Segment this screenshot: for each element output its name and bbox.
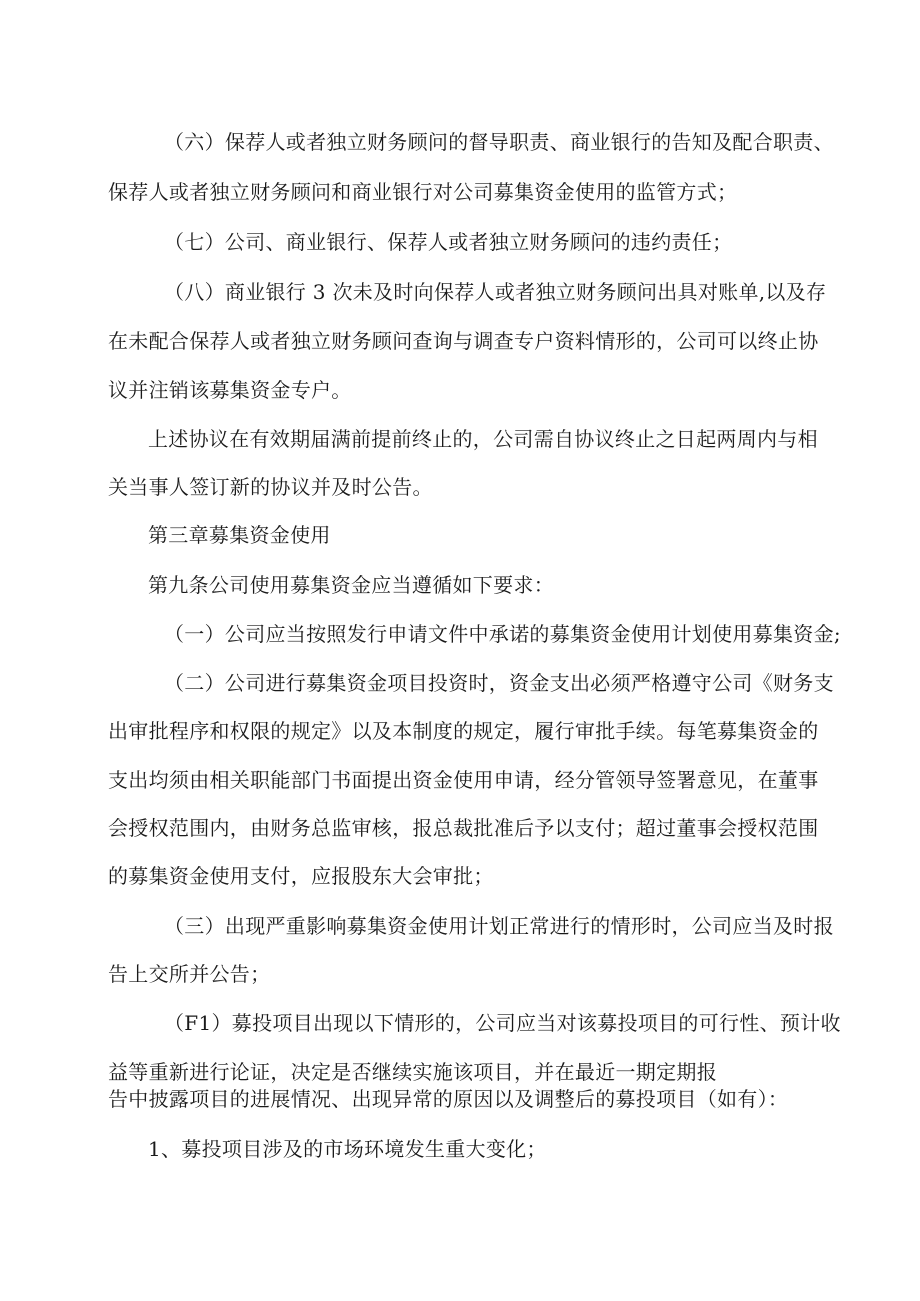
paragraph-line: （八）商业银行 3 次未及时向保荐人或者独立财务顾问出具对账单,以及存	[164, 280, 827, 304]
paragraph-line: 告中披露项目的进展情况、出现异常的原因以及调整后的募投项目（如有）：	[108, 1087, 789, 1111]
paragraph-line: 告上交所并公告；	[108, 962, 271, 986]
paragraph-line: 议并注销该募集资金专户。	[108, 378, 352, 402]
paragraph-line: 关当事人签订新的协议并及时公告。	[108, 475, 433, 499]
article-heading: 第九条公司使用募集资金应当遵循如下要求：	[148, 573, 554, 597]
chapter-heading: 第三章募集资金使用	[148, 523, 331, 547]
paragraph-line: 保荐人或者独立财务顾问和商业银行对公司募集资金使用的监管方式；	[108, 180, 738, 204]
paragraph-line: 出审批程序和权限的规定》以及本制度的规定，履行审批手续。每笔募集资金的	[108, 719, 819, 743]
paragraph-line: （F1）募投项目出现以下情形的，公司应当对该募投项目的可行性、预计收	[164, 1011, 841, 1035]
paragraph-line: 在未配合保荐人或者独立财务顾问查询与调查专户资料情形的，公司可以终止协	[108, 329, 819, 353]
paragraph-line: （三）出现严重影响募集资金使用计划正常进行的情形时，公司应当及时报	[164, 914, 834, 938]
paragraph-line: （六）保荐人或者独立财务顾问的督导职责、商业银行的告知及配合职责、	[164, 130, 834, 154]
paragraph-line: 上述协议在有效期届满前提前终止的，公司需自协议终止之日起两周内与相	[148, 427, 818, 451]
paragraph-line: （七）公司、商业银行、保荐人或者独立财务顾问的违约责任；	[164, 230, 733, 254]
paragraph-line: （二）公司进行募集资金项目投资时，资金支出必须严格遵守公司《财务支	[164, 671, 834, 695]
paragraph-line: （一）公司应当按照发行申请文件中承诺的募集资金使用计划使用募集资金;	[164, 622, 841, 646]
paragraph-line: 益等重新进行论证，决定是否继续实施该项目，并在最近一期定期报	[108, 1060, 717, 1084]
paragraph-line: 的募集资金使用支付，应报股东大会审批；	[108, 864, 494, 888]
list-item: 1、募投项目涉及的市场环境发生重大变化；	[148, 1137, 547, 1161]
paragraph-line: 会授权范围内，由财务总监审核，报总裁批准后予以支付；超过董事会授权范围	[108, 816, 819, 840]
paragraph-line: 支出均须由相关职能部门书面提出资金使用申请，经分管领导签署意见，在董事	[108, 768, 819, 792]
